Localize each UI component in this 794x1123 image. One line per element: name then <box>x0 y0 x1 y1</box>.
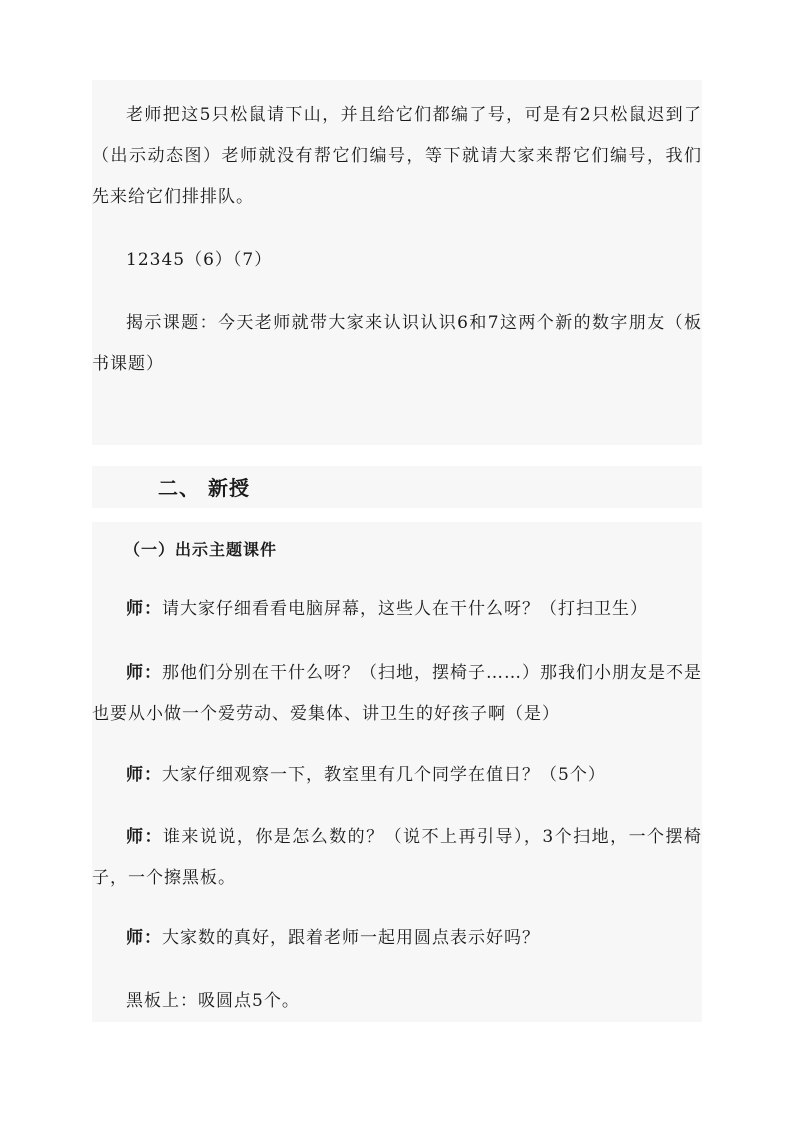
section-heading: 二、 新授 <box>158 476 250 500</box>
dialogue-line-2 <box>92 653 702 735</box>
dialogue-text: 谁来说说，你是怎么数的？（说不上再引导），3个扫地，一个摆椅子，一个擦黑板。 <box>92 827 702 888</box>
dialogue-text: 那他们分别在干什么呀？（扫地，摆椅子……）那我们小朋友是不是也要从小做一个爱劳动、爱集体、讲卫生的好孩子啊（是） <box>92 663 702 724</box>
sub-heading: （一）出示主题课件 <box>124 540 278 559</box>
dialogue-text: 大家仔细观察一下，教室里有几个同学在值日？（5个） <box>162 765 606 785</box>
dialogue-line-1 <box>92 589 702 630</box>
intro-paragraph: 老师把这5只松鼠请下山，并且给它们都编了号，可是有2只松鼠迟到了（出示动态图）老师就没有帮它们编号，等下就请大家来帮它们编号，我们先来给它们排排队。 <box>92 105 702 207</box>
topic-paragraph: 揭示课题：今天老师就带大家来认识认识6和7这两个新的数字朋友（板书课题） <box>92 313 702 374</box>
dialogue-line-4 <box>92 817 702 899</box>
speaker-label: 师： <box>126 928 162 948</box>
number-sequence: 12345（6）（7） <box>126 250 273 270</box>
dialogue-text: 请大家仔细看看电脑屏幕，这些人在干什么呀？（打扫卫生） <box>162 599 648 619</box>
blackboard-line: 黑板上：吸圆点5个。 <box>126 991 300 1011</box>
dialogue-line-5 <box>92 918 702 959</box>
speaker-label: 师： <box>126 599 162 619</box>
dialogue-line-3 <box>92 755 702 796</box>
dialogue-text: 大家数的真好，跟着老师一起用圆点表示好吗？ <box>162 928 540 948</box>
speaker-label: 师： <box>126 663 162 683</box>
speaker-label: 师： <box>126 765 162 785</box>
speaker-label: 师： <box>126 827 163 847</box>
